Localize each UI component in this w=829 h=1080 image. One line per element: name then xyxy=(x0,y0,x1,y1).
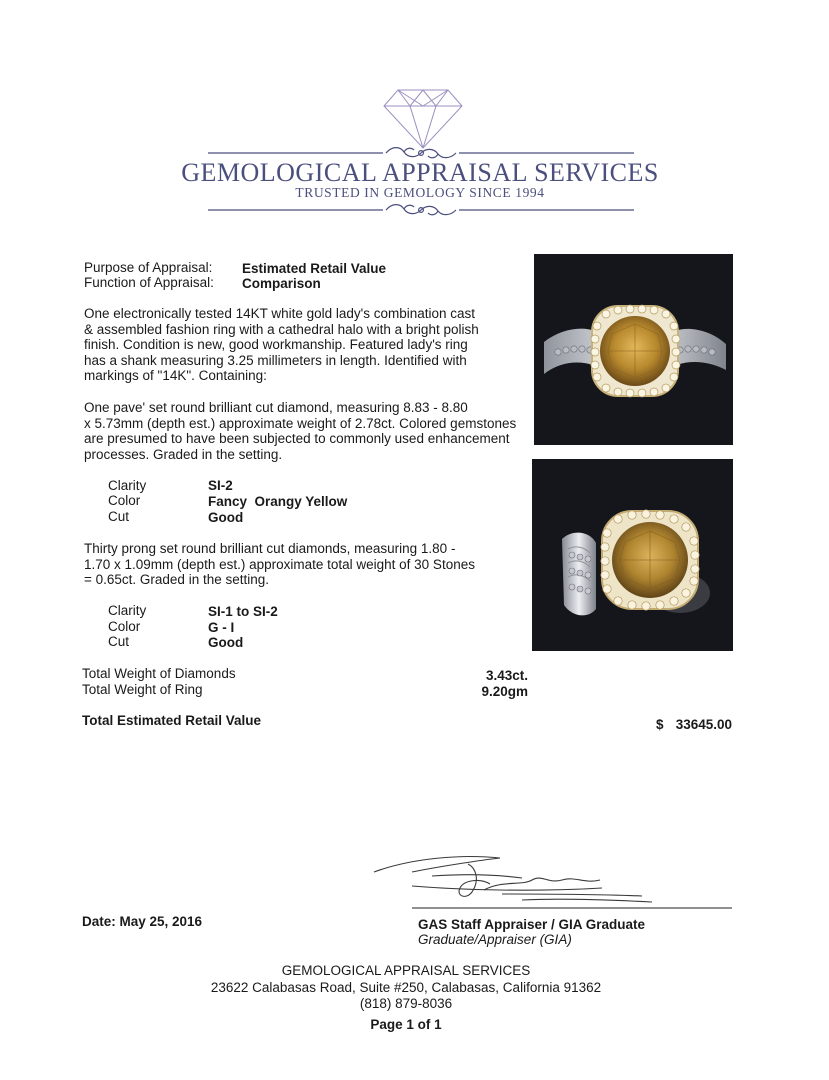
desc-line: markings of "14K". Containing: xyxy=(84,368,267,384)
total-diamonds-value: 3.43ct. xyxy=(485,668,528,683)
center-clarity-value: SI-2 xyxy=(208,478,233,493)
company-name: GEMOLOGICAL APPRAISAL SERVICES xyxy=(181,158,659,187)
desc-line: = 0.65ct. Graded in the setting. xyxy=(84,572,269,588)
side-color-label: Color xyxy=(108,619,141,634)
total-ring-value: 9.20gm xyxy=(481,684,528,699)
desc-line: are presumed to have been subjected to commonly used enhancement xyxy=(84,431,510,447)
side-color-value: G - I xyxy=(208,620,235,635)
appraisal-date: Date: May 25, 2016 xyxy=(82,914,203,929)
center-clarity-label: Clarity xyxy=(108,478,147,493)
desc-line: processes. Graded in the setting. xyxy=(84,446,283,462)
ring-photo-top xyxy=(534,254,733,445)
desc-line: 1.70 x 1.09mm (depth est.) approximate total weight of 30 Stones xyxy=(84,556,475,572)
item-description xyxy=(84,306,524,384)
footer-phone: (818) 879-8036 xyxy=(359,996,453,1011)
purpose-value: Estimated Retail Value xyxy=(242,261,387,276)
desc-line: Thirty prong set round brilliant cut diamonds, measuring 1.80 - xyxy=(84,541,456,556)
center-cut-value: Good xyxy=(208,510,244,525)
total-diamonds-label: Total Weight of Diamonds xyxy=(82,666,236,681)
ring-photo-bottom xyxy=(532,459,733,651)
appraiser-title: GAS Staff Appraiser / GIA Graduate xyxy=(418,917,646,932)
ring-side-image xyxy=(532,459,733,651)
side-stones-description xyxy=(84,541,534,588)
ring-top-image xyxy=(534,254,733,445)
footer-company: GEMOLOGICAL APPRAISAL SERVICES xyxy=(281,963,531,978)
side-cut-label: Cut xyxy=(108,634,130,649)
function-label: Function of Appraisal: xyxy=(84,275,214,290)
footer-address: 23622 Calabasas Road, Suite #250, Calabasas, California 91362 xyxy=(210,980,602,995)
center-cut-label: Cut xyxy=(108,509,130,524)
diamond-icon xyxy=(382,88,464,150)
side-clarity-label: Clarity xyxy=(108,603,147,618)
center-color-label: Color xyxy=(108,493,141,508)
center-color-value: Fancy Orangy Yellow xyxy=(208,494,348,509)
desc-line: finish. Condition is new, good workmanship. Featured lady's ring xyxy=(84,337,468,353)
total-retail-label: Total Estimated Retail Value xyxy=(82,713,262,728)
desc-line: One electronically tested 14KT white gold lady's combination cast xyxy=(84,306,476,321)
total-retail-value: 33645.00 xyxy=(675,717,732,732)
desc-line: x 5.73mm (depth est.) approximate weight of 2.78ct. Colored gemstones xyxy=(84,415,517,431)
page-number: Page 1 of 1 xyxy=(370,1017,442,1032)
center-stone-description xyxy=(84,400,534,462)
desc-line: has a shank measuring 3.25 millimeters in length. Identified with xyxy=(84,352,467,368)
currency-symbol: $ xyxy=(656,717,664,732)
function-value: Comparison xyxy=(242,276,321,291)
desc-line: One pave' set round brilliant cut diamond, measuring 8.83 - 8.80 xyxy=(84,400,468,415)
desc-line: & assembled fashion ring with a cathedral halo with a bright polish xyxy=(84,321,479,337)
appraiser-subtitle: Graduate/Appraiser (GIA) xyxy=(418,932,572,947)
bottom-flourish-rule xyxy=(208,201,634,219)
company-tagline: TRUSTED IN GEMOLOGY SINCE 1994 xyxy=(295,185,545,200)
appraiser-signature xyxy=(372,850,734,912)
total-ring-label: Total Weight of Ring xyxy=(82,682,203,697)
purpose-label: Purpose of Appraisal: xyxy=(84,260,213,275)
side-clarity-value: SI-1 to SI-2 xyxy=(208,604,278,619)
side-cut-value: Good xyxy=(208,635,244,650)
